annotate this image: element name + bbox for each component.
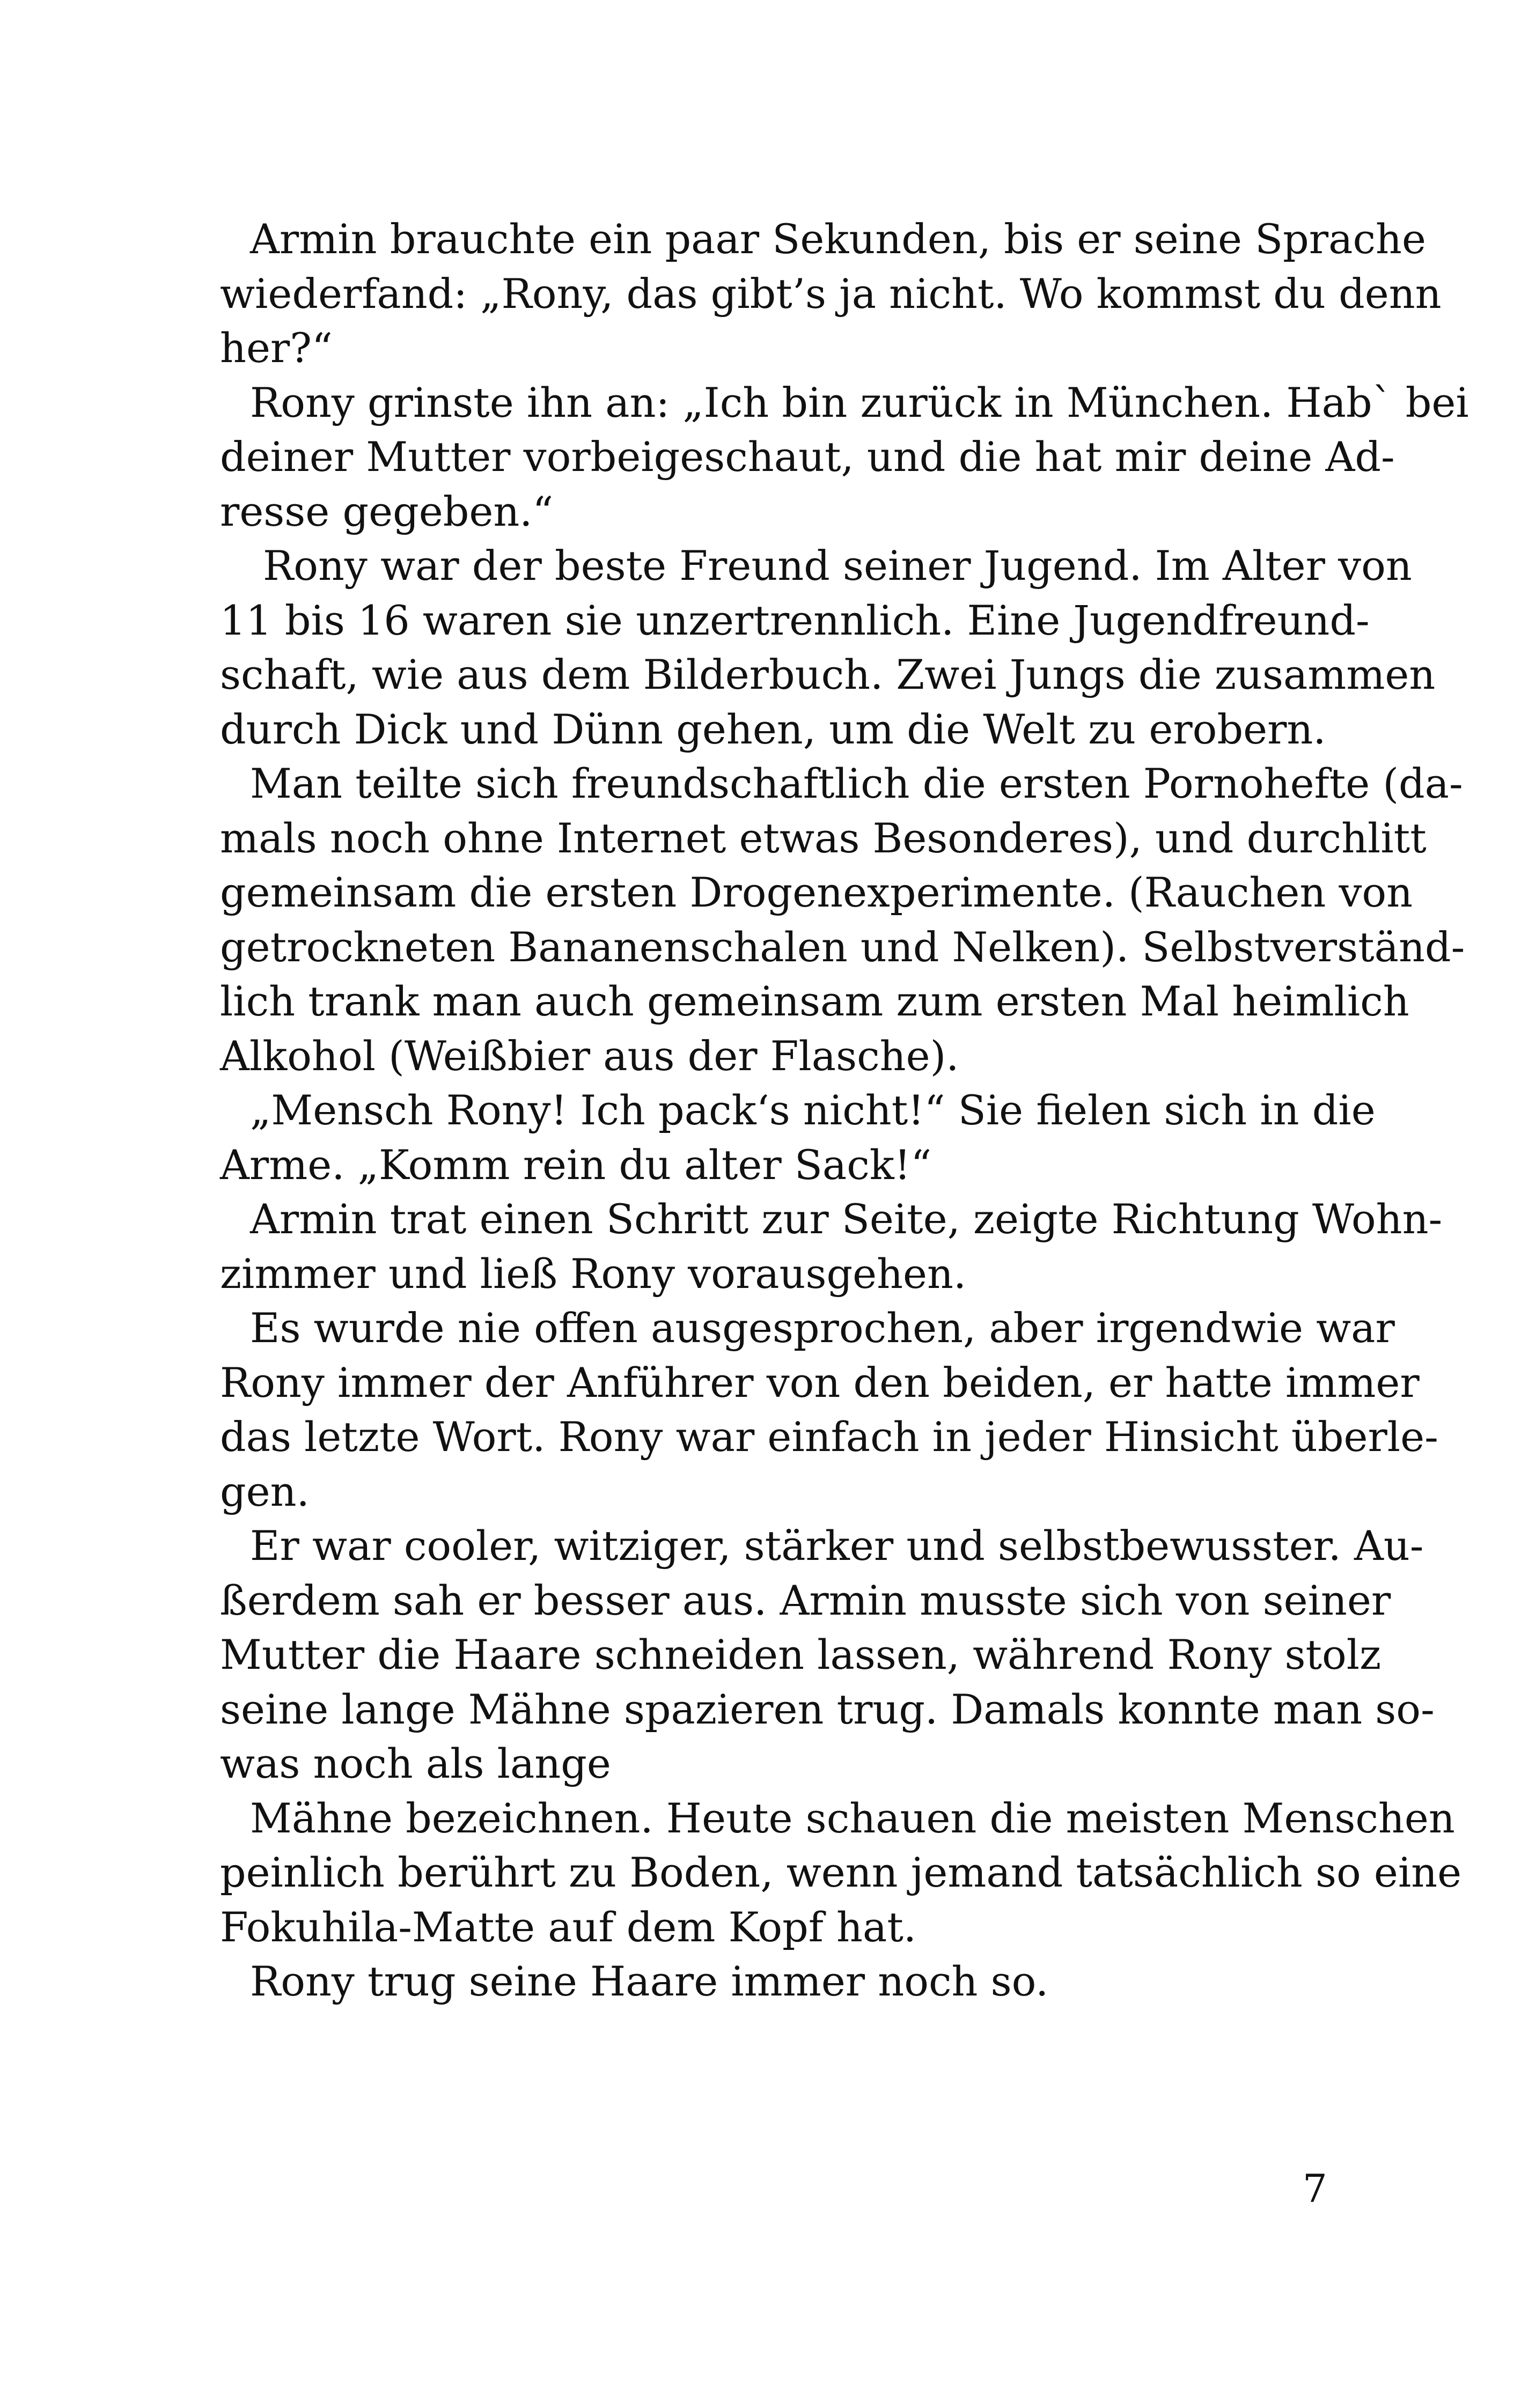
text-line: gemeinsam die ersten Drogenexperimente. (Rauchen von (220, 868, 1413, 916)
text-line: resse gegeben.“ (220, 487, 554, 535)
text-line: lich trank man auch gemeinsam zum ersten Mal heimlich (220, 977, 1409, 1025)
text-line: peinlich berührt zu Boden, wenn jemand tatsächlich so eine (220, 1849, 1462, 1896)
text-line: Mähne bezeichnen. Heute schauen die meisten Menschen (250, 1794, 1455, 1842)
text-line: zimmer und ließ Rony vorausgehen. (220, 1249, 967, 1298)
text-line: „Mensch Rony! Ich pack‘s nicht!“ Sie fielen sich in die (250, 1086, 1376, 1134)
text-line: her?“ (220, 324, 333, 372)
text-line: das letzte Wort. Rony war einfach in jeder Hinsicht überle- (220, 1413, 1438, 1461)
text-line: deiner Mutter vorbeigeschaut, und die hat mir deine Ad- (220, 433, 1395, 481)
text-line: 11 bis 16 waren sie unzertrennlich. Eine Jugendfreund- (220, 596, 1370, 644)
page-number: 7 (1303, 2166, 1327, 2211)
text-line: Er war cooler, witziger, stärker und selbstbewusster. Au- (250, 1522, 1424, 1570)
text-line: Man teilte sich freundschaftlich die ersten Pornohefte (da- (250, 760, 1463, 807)
text-line: Alkohol (Weißbier aus der Flasche). (220, 1032, 959, 1080)
book-page-text (220, 212, 1469, 2009)
text-line: Rony trug seine Haare immer noch so. (250, 1957, 1049, 2005)
text-line: Rony immer der Anführer von den beiden, er hatte immer (220, 1358, 1420, 1406)
text-line: Mutter die Haare schneiden lassen, während Rony stolz (220, 1631, 1382, 1678)
text-line: was noch als lange (220, 1740, 611, 1787)
text-line: Armin trat einen Schritt zur Seite, zeigte Richtung Wohn- (250, 1195, 1443, 1243)
text-line: durch Dick und Dünn gehen, um die Welt zu erobern. (220, 705, 1326, 753)
text-line: gen. (220, 1467, 310, 1515)
text-line: Armin brauchte ein paar Sekunden, bis er seine Sprache (250, 215, 1426, 263)
text-line: Fokuhila-Matte auf dem Kopf hat. (220, 1903, 917, 1951)
text-line: schaft, wie aus dem Bilderbuch. Zwei Jungs die zusammen (220, 651, 1436, 698)
text-line: ßerdem sah er besser aus. Armin musste sich von seiner (220, 1576, 1391, 1624)
text-line: seine lange Mähne spazieren trug. Damals konnte man so- (220, 1685, 1435, 1733)
text-line: Rony war der beste Freund seiner Jugend. Im Alter von (263, 542, 1412, 590)
text-line: wiederfand: „Rony, das gibt’s ja nicht. Wo kommst du denn (220, 269, 1442, 318)
text-line: Es wurde nie offen ausgesprochen, aber irgendwie war (250, 1304, 1395, 1352)
text-line: getrockneten Bananenschalen und Nelken). Selbstverständ- (220, 923, 1465, 971)
text-line: Arme. „Komm rein du alter Sack!“ (220, 1140, 932, 1189)
text-line: mals noch ohne Internet etwas Besonderes), und durchlitt (220, 814, 1427, 862)
text-line: Rony grinste ihn an: „Ich bin zurück in München. Hab` bei (250, 378, 1469, 426)
